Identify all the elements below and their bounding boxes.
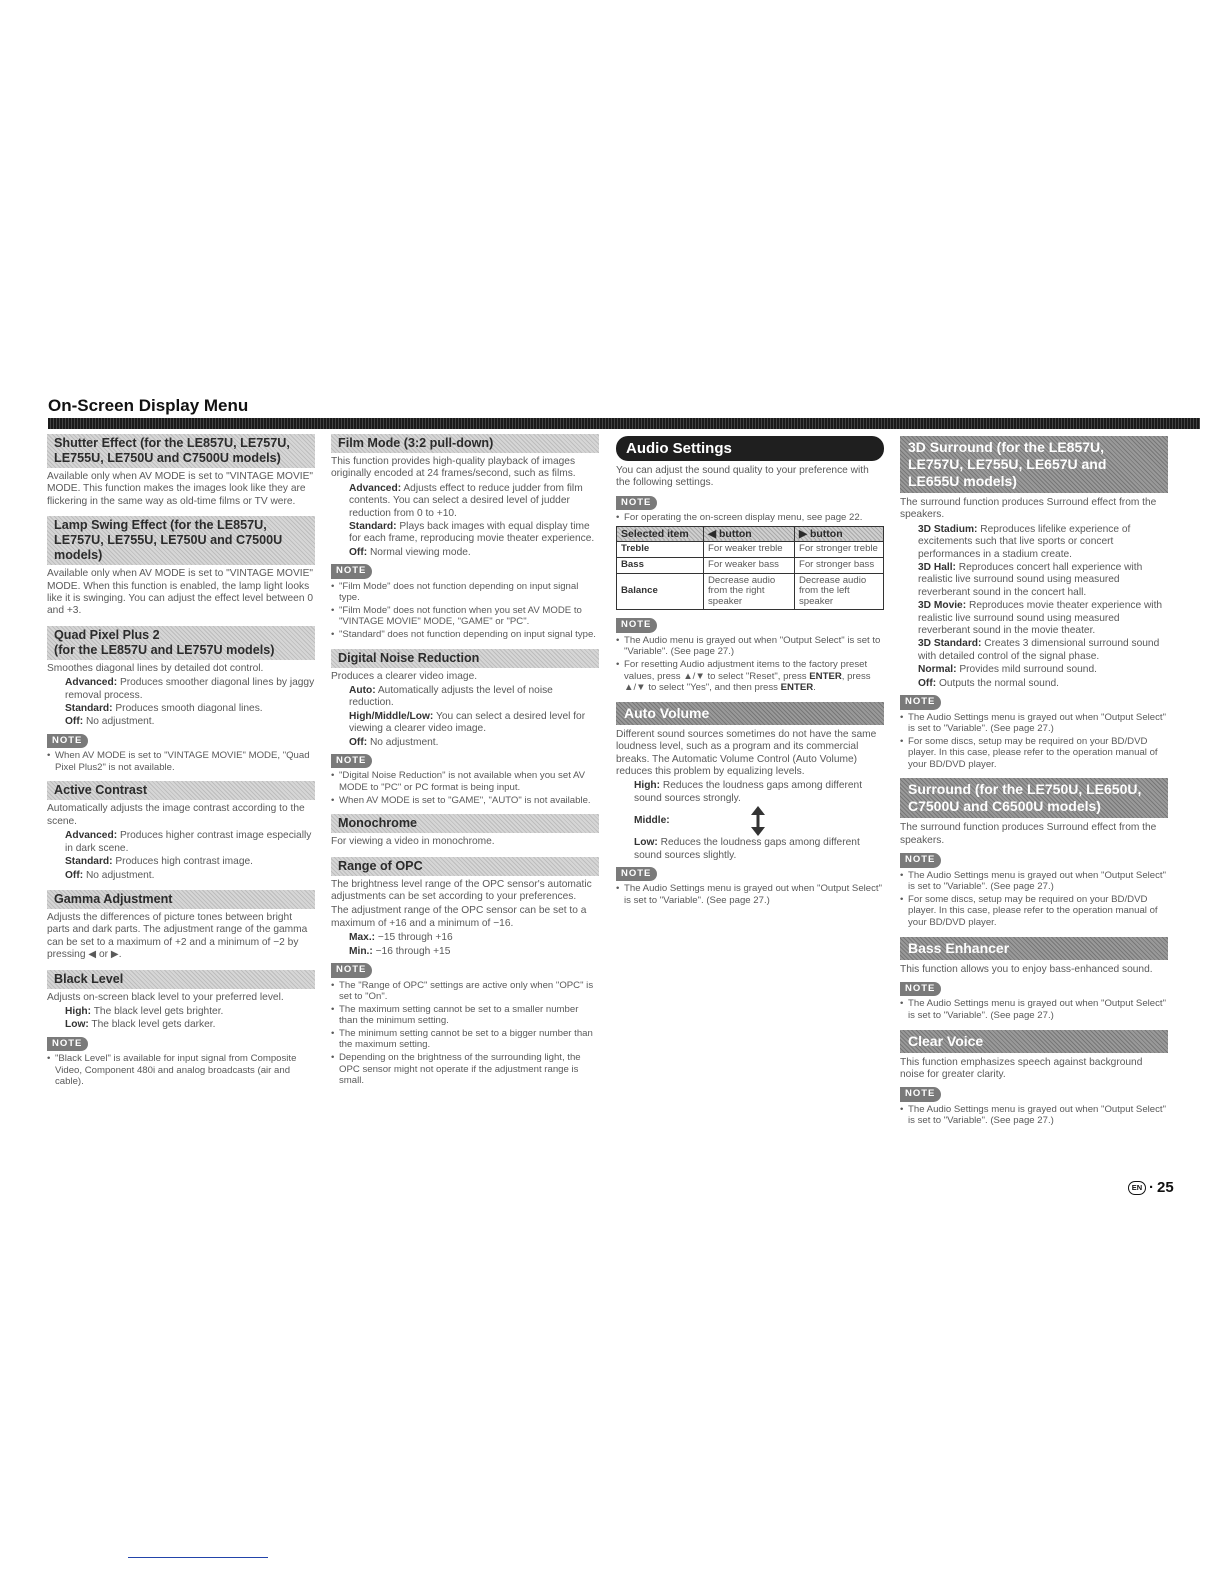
option-value: No adjustment. [85, 869, 155, 881]
section-heading: Shutter Effect (for the LE857U, LE757U, LE755U, LE750U and C7500U models) [47, 434, 315, 468]
option-value: −16 through +15 [375, 945, 451, 957]
option-key: Low: [65, 1019, 89, 1031]
option [47, 830, 315, 855]
note-item: • The Audio Settings menu is grayed out when "Output Select" is set to "Variable". (See page 27.) [908, 712, 1168, 735]
option [331, 946, 599, 958]
section-body: The surround function produces Surround effect from the speakers. [900, 822, 1157, 846]
section-heading: Surround (for the LE750U, LE650U, C7500U and C6500U models) [900, 778, 1168, 818]
note-item: • The Audio Settings menu is grayed out when "Output Select" is set to "Variable". (See page 27.) [908, 1104, 1168, 1127]
option-value: The black level gets brighter. [93, 1005, 224, 1017]
section-heading: Clear Voice [900, 1030, 1168, 1053]
option [331, 932, 599, 944]
section-monochrome [331, 814, 599, 848]
option [900, 664, 1168, 676]
option-value: No adjustment. [369, 736, 439, 748]
section-body: Available only when AV MODE is set to "VINTAGE MOVIE" MODE. This function makes the images look like they are flickering in the same way as old-time films or TV were. [47, 471, 313, 507]
section-digital-noise-reduction [331, 649, 599, 807]
table-cell: Bass [617, 558, 704, 574]
option-key: Off: [349, 546, 368, 558]
section-heading: Active Contrast [47, 781, 315, 800]
note-item: • For some discs, setup may be required on your BD/DVD player. In this case, please refer to the operation manual of your BD/DVD player. [908, 894, 1168, 929]
table-cell: Treble [617, 542, 704, 558]
note-item: • Depending on the brightness of the surrounding light, the OPC sensor might not operate if the adjustment range is small. [339, 1052, 599, 1087]
note-item: • The Audio Settings menu is grayed out when "Output Select" is set to "Variable". (See page 27.) [908, 870, 1168, 893]
section-heading: Audio Settings [616, 436, 884, 461]
option-key: Off: [349, 736, 368, 748]
option-value: Outputs the normal sound. [938, 677, 1060, 689]
option-value: Plays back images with equal display time for each frame, reproducing movie theater experience. [349, 521, 595, 545]
option [47, 1019, 315, 1031]
note-list [900, 712, 1168, 771]
option [47, 856, 315, 868]
note-badge: NOTE [331, 564, 372, 578]
table-row [617, 542, 884, 558]
section-body: Different sound sources sometimes do not have the same loudness level, such as a program and its commercial breaks. The Automatic Volume Control (Auto Volume) reduces this problem by equalizing levels. [616, 728, 877, 777]
section-heading: Gamma Adjustment [47, 890, 315, 909]
section-body: The adjustment range of the OPC sensor can be set to a maximum of +16 and a minimum of −16. [331, 905, 587, 929]
section-audio-settings [616, 436, 884, 694]
audio-settings-table [616, 526, 884, 611]
section-surround [900, 778, 1168, 928]
option [616, 780, 884, 805]
note-text: , press ▲/▼ to select "Yes", and then press [624, 670, 871, 694]
section-body: Automatically adjusts the image contrast according to the scene. [47, 803, 305, 827]
table-cell: For weaker treble [704, 542, 795, 558]
option-value: Creates 3 dimensional surround sound with detailed control of the signal phase. [918, 638, 1160, 662]
option [900, 678, 1168, 690]
page-separator: · [1149, 1179, 1154, 1196]
section-body: You can adjust the sound quality to your preference with the following settings. [616, 465, 869, 489]
note-list [616, 883, 884, 906]
option [616, 806, 884, 836]
section-active-contrast [47, 781, 315, 881]
note-item: • For operating the on-screen display menu, see page 22. [624, 512, 884, 524]
enter-key-label: ENTER [809, 670, 842, 682]
note-list [331, 980, 599, 1087]
option [47, 677, 315, 702]
footer-line [128, 1557, 268, 1558]
table-header: ▶ button [794, 526, 883, 542]
section-body: This function provides high-quality playback of images originally encoded at 24 frames/second, such as films. [331, 456, 576, 480]
section-heading: Range of OPC [331, 857, 599, 876]
section-heading [47, 626, 315, 660]
option-value: Provides mild surround sound. [959, 664, 1097, 676]
option [331, 547, 599, 559]
section-heading: Black Level [47, 970, 315, 989]
note-badge: NOTE [900, 982, 941, 996]
section-auto-volume [616, 702, 884, 907]
note-item: • "Black Level" is available for input signal from Composite Video, Component 480i and analog broadcasts (air and cable). [55, 1053, 315, 1088]
section-lamp-swing-effect [47, 516, 315, 618]
enter-key-label: ENTER [780, 682, 814, 694]
option-value: You can select a desired level for viewing a clearer video image. [349, 710, 586, 735]
option [331, 483, 599, 520]
note-badge: NOTE [616, 496, 657, 510]
option-key: Advanced: [65, 677, 118, 689]
option-value: Automatically adjusts the level of noise reduction. [349, 685, 553, 709]
option-key: 3D Standard: [918, 638, 982, 650]
table-header: Selected item [617, 526, 704, 542]
option-key: High: [634, 780, 661, 792]
section-body: Smoothes diagonal lines by detailed dot control. [47, 662, 264, 674]
note-list [47, 750, 315, 773]
note-item: • For some discs, setup may be required on your BD/DVD player. In this case, please refer to the operation manual of your BD/DVD player. [908, 736, 1168, 771]
section-body: Adjusts on-screen black level to your preferred level. [47, 991, 284, 1003]
note-badge: NOTE [47, 1037, 88, 1051]
note-badge: NOTE [47, 734, 88, 748]
section-heading: Digital Noise Reduction [331, 649, 599, 668]
option [47, 1006, 315, 1018]
option-value: The black level gets darker. [91, 1019, 216, 1031]
note-list [900, 1104, 1168, 1127]
section-heading: 3D Surround (for the LE857U, LE757U, LE755U, LE657U and LE655U models) [900, 436, 1168, 493]
table-cell: For weaker bass [704, 558, 795, 574]
option-key: Off: [65, 869, 84, 881]
section-bass-enhancer [900, 937, 1168, 1022]
option-key: Auto: [349, 685, 376, 697]
column-2 [331, 434, 599, 1095]
table-cell: For stronger bass [794, 558, 883, 574]
section-gamma-adjustment [47, 890, 315, 962]
section-body: For viewing a video in monochrome. [331, 836, 495, 848]
table-row [617, 558, 884, 574]
section-body: The surround function produces Surround effect from the speakers. [900, 497, 1157, 521]
note-list [47, 1053, 315, 1088]
option-value: Reduces the loudness gaps among different sound sources strongly. [634, 780, 863, 804]
note-item: • When AV MODE is set to "GAME", "AUTO" is not available. [339, 795, 599, 807]
section-black-level [47, 970, 315, 1088]
option-value: Reproduces movie theater experience with realistic live surround sound using measured reverberant sound in the movie theater. [918, 600, 1163, 637]
note-item: • "Film Mode" does not function when you set AV MODE to "VINTAGE MOVIE" MODE, "GAME" or "PC". [339, 605, 599, 628]
note-item: • The Audio Settings menu is grayed out when "Output Select" is set to "Variable". (See page 27.) [908, 998, 1168, 1021]
option-value: Reproduces concert hall experience with realistic live surround sound using measured reverberant sound in the concert hall. [918, 562, 1143, 598]
note-item: • The Audio Settings menu is grayed out when "Output Select" is set to "Variable". (See page 27.) [624, 883, 884, 906]
note-item: • "Standard" does not function depending on input signal type. [339, 629, 599, 641]
note-item: • The maximum setting cannot be set to a smaller number than the minimum setting. [339, 1004, 599, 1027]
option-value: No adjustment. [85, 716, 155, 728]
option [47, 716, 315, 728]
option-value: Normal viewing mode. [369, 546, 471, 558]
section-clear-voice [900, 1030, 1168, 1127]
option [331, 521, 599, 546]
heading-line: (for the LE857U and LE757U models) [54, 642, 275, 657]
note-item: • When AV MODE is set to "VINTAGE MOVIE" MODE, "Quad Pixel Plus2" is not available. [55, 750, 315, 773]
section-heading: Film Mode (3:2 pull-down) [331, 434, 599, 453]
option-key: Off: [918, 677, 937, 689]
option-key: Max.: [349, 932, 376, 944]
section-heading: Lamp Swing Effect (for the LE857U, LE757U, LE755U, LE750U and C7500U models) [47, 516, 315, 565]
section-body: Adjusts the differences of picture tones between bright parts and dark parts. The adjustment range of the gamma can be set to a maximum of +2 and a minimum of −2 by pressing ◀ or ▶. [47, 911, 308, 961]
table-header-row [617, 526, 884, 542]
option-value: Reproduces lifelike experience of excitements such that live sports or concert performances in a stadium create. [918, 523, 1131, 560]
option-key: Min.: [349, 945, 373, 957]
note-list [616, 512, 884, 524]
section-quad-pixel-plus [47, 626, 315, 774]
option-key: Standard: [65, 703, 113, 715]
note-item: • The minimum setting cannot be set to a bigger number than the maximum setting. [339, 1028, 599, 1051]
note-text: For resetting Audio adjustment items to the factory preset values, press ▲/▼ to select "Reset", press [624, 658, 868, 682]
note-badge: NOTE [616, 867, 657, 881]
option-value: Produces smooth diagonal lines. [115, 703, 263, 715]
option-key: High: [65, 1005, 92, 1017]
section-heading: Monochrome [331, 814, 599, 833]
table-cell: Balance [617, 573, 704, 610]
note-item: • "Digital Noise Reduction" is not available when you set AV MODE to "PC" or PC format is being input. [339, 770, 599, 793]
section-shutter-effect [47, 434, 315, 508]
note-list [331, 770, 599, 806]
option-key: 3D Stadium: [918, 523, 978, 535]
option-key: Standard: [65, 856, 113, 868]
note-list [900, 870, 1168, 929]
section-body: This function emphasizes speech against background noise for greater clarity. [900, 1056, 1143, 1081]
option-value: Adjusts effect to reduce judder from film contents. You can select a desired level of judder reduction from 0 to +10. [349, 482, 583, 519]
option [331, 711, 599, 736]
note-item [624, 659, 884, 694]
note-list [616, 635, 884, 694]
option-key: Normal: [918, 664, 957, 676]
note-item: • The Audio menu is grayed out when "Output Select" is set to "Variable". (See page 27.) [624, 635, 884, 658]
option [900, 562, 1168, 599]
option [331, 685, 599, 710]
section-film-mode [331, 434, 599, 641]
column-1 [47, 434, 315, 1096]
note-badge: NOTE [616, 618, 657, 632]
note-text: . [813, 682, 816, 694]
page-number-value: 25 [1157, 1179, 1174, 1196]
language-badge: EN [1128, 1181, 1146, 1195]
option-value: Produces higher contrast image especially in dark scene. [65, 830, 312, 854]
option-key: 3D Movie: [918, 600, 967, 612]
option-key: Advanced: [65, 830, 118, 842]
note-item: • "Film Mode" does not function depending on input signal type. [339, 581, 599, 604]
option-key: Middle: [634, 814, 670, 826]
note-item: • The "Range of OPC" settings are active only when "OPC" is set to "On". [339, 980, 599, 1003]
section-heading: Bass Enhancer [900, 937, 1168, 960]
note-badge: NOTE [900, 1087, 941, 1101]
option [47, 870, 315, 882]
table-cell: Decrease audio from the right speaker [704, 573, 795, 610]
note-list [331, 581, 599, 641]
option-key: Standard: [349, 521, 397, 533]
section-body: Available only when AV MODE is set to "VINTAGE MOVIE" MODE. When this function is enabled, the lamp light looks like it is swinging. You can adjust the effect level between 0 and +3. [47, 568, 313, 617]
option [900, 600, 1168, 637]
up-down-arrow-icon [750, 806, 766, 836]
table-row [617, 573, 884, 610]
table-cell: Decrease audio from the left speaker [794, 573, 883, 610]
note-badge: NOTE [900, 853, 941, 867]
column-3 [616, 434, 884, 915]
option-value: Reduces the loudness gaps among different sound sources slightly. [634, 837, 860, 861]
note-badge: NOTE [900, 695, 941, 709]
option [900, 524, 1168, 561]
option-value: Produces high contrast image. [115, 856, 253, 868]
section-body: Produces a clearer video image. [331, 670, 478, 682]
page-number [1128, 1179, 1174, 1196]
section-range-of-opc [331, 857, 599, 1087]
heading-line: Quad Pixel Plus 2 [54, 627, 160, 642]
section-3d-surround [900, 436, 1168, 770]
title-rule [48, 418, 1200, 429]
table-cell: For stronger treble [794, 542, 883, 558]
option-key: High/Middle/Low: [349, 710, 434, 722]
option [900, 638, 1168, 663]
option-value: −15 through +16 [377, 932, 453, 944]
note-badge: NOTE [331, 754, 372, 768]
option [616, 837, 884, 862]
option [47, 703, 315, 715]
option-value: Produces smoother diagonal lines by jaggy removal process. [65, 677, 315, 701]
option [331, 737, 599, 749]
section-heading: Auto Volume [616, 702, 884, 725]
note-badge: NOTE [331, 963, 372, 977]
table-header: ◀ button [704, 526, 795, 542]
option-key: 3D Hall: [918, 562, 956, 574]
page-title: On-Screen Display Menu [48, 396, 249, 415]
section-body: The brightness level range of the OPC sensor's automatic adjustments can be set according to your preferences. [331, 878, 592, 903]
note-list [900, 998, 1168, 1021]
option-key: Advanced: [349, 482, 402, 494]
section-body: This function allows you to enjoy bass-enhanced sound. [900, 963, 1153, 975]
column-4 [900, 434, 1168, 1135]
option-key: Off: [65, 716, 84, 728]
option-key: Low: [634, 837, 658, 849]
